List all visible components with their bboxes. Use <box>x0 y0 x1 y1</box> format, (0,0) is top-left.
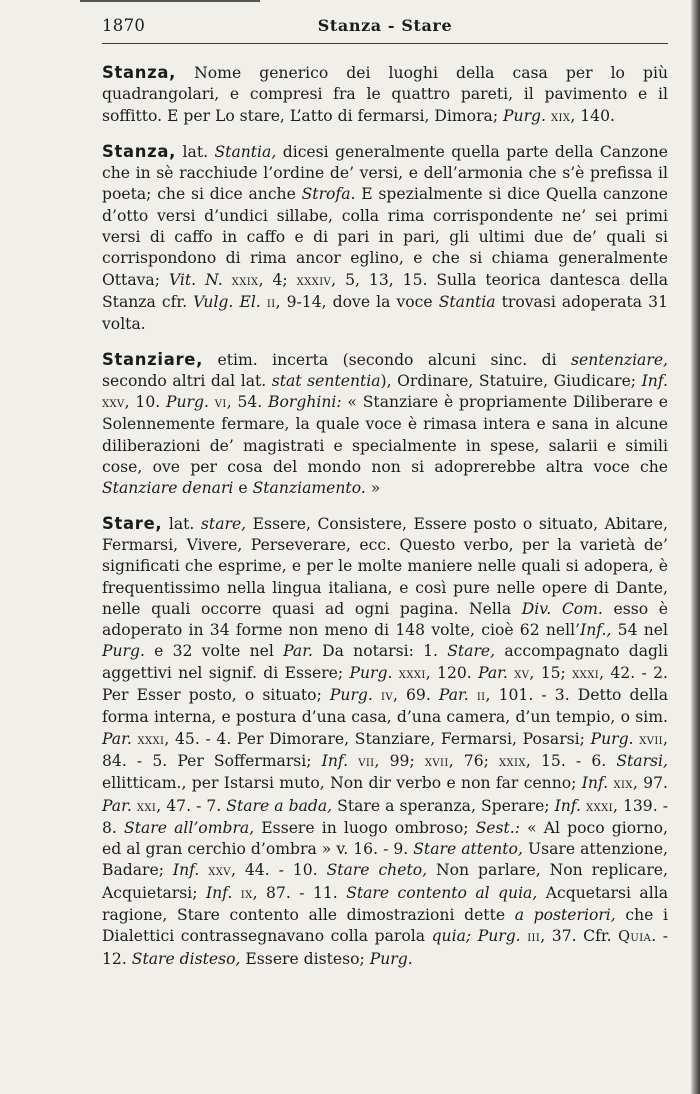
italic-text: Inf. <box>172 861 200 880</box>
text-segment: dicesi generalmente quella parte della Canzone che in sè racchiude l’ordine de’ versi, e dell’armonia che s’è prefissa il poeta; che si dice anche <box>102 142 668 204</box>
small-caps-text: xvii <box>639 731 664 748</box>
italic-text: Inf. <box>205 883 233 902</box>
entry-definition <box>102 64 668 125</box>
header-rule <box>102 43 668 44</box>
entry-definition <box>102 351 668 498</box>
italic-text: a posteriori, <box>514 905 616 924</box>
small-caps-text: xxi <box>136 798 157 815</box>
italic-text: Vulg. El. <box>193 292 261 311</box>
italic-text: Sest.: <box>475 818 520 837</box>
page-header <box>102 16 668 42</box>
dictionary-entry <box>102 62 668 128</box>
text-segment: « Stanziare è propriamente Diliberare e Solennemente fermare, la quale voce è rimasa intera e sana in alcune diliberazioni de’ magistrati e specialmente in spese, salarii e simili cose, ove per cosa del mondo non si adoprerebbe altra voce che <box>102 393 668 477</box>
text-segment <box>469 686 477 704</box>
small-caps-text: xxxi <box>586 798 613 815</box>
italic-text: Inf. <box>321 751 349 770</box>
text-segment: 54 nel <box>611 621 668 640</box>
text-segment: , 45. - 4. Per Dimorare, Stanziare, Fermarsi, Posarsi; <box>164 729 591 748</box>
text-segment: Essere in luogo ombroso; <box>254 818 476 837</box>
italic-text: Purg. <box>590 729 634 748</box>
text-segment: » <box>365 479 381 498</box>
italic-text: stat sententia <box>271 371 381 390</box>
text-segment: Essere disteso; <box>240 949 370 968</box>
text-segment: Nome generico dei luoghi della casa per lo più quadrangolari, e compresi fra le quattro pareti, il pavimento e il soffitto. E per Lo stare, L’atto di fermarsi, Dimora; <box>102 64 668 125</box>
italic-text: Stare attento, <box>413 840 523 859</box>
running-head: Stanza - Stare <box>317 16 453 35</box>
italic-text: Par. <box>283 642 313 661</box>
italic-text: sentenziare, <box>571 350 668 369</box>
text-segment: ), Ordinare, Statuire, Giudicare; <box>380 371 642 390</box>
small-caps-text: iii <box>527 929 541 946</box>
small-caps-text: xxxiv <box>296 272 332 289</box>
text-segment: che i Dialettici contrassegnavano colla parola <box>102 905 668 946</box>
small-caps-text: xxxi <box>572 665 600 682</box>
text-segment: e <box>233 479 253 498</box>
text-segment: , 5, 13, 15. Sulla teorica dantesca della Stanza cfr. <box>102 270 668 311</box>
italic-text: Par. <box>102 796 132 815</box>
text-segment: esso è adoperato in 34 forme non meno di 148 volte, cioè 62 nell’ <box>102 599 668 640</box>
italic-text: Par. <box>102 729 132 748</box>
italic-text: Stanziare denari <box>102 479 234 498</box>
dictionary-entry <box>102 141 668 336</box>
italic-text: Purg. <box>477 927 521 946</box>
italic-text: Stare, <box>447 642 496 661</box>
italic-text: stare, <box>200 514 247 533</box>
text-segment: trovasi adoperata 31 volta. <box>102 292 668 334</box>
small-caps-text: xxxi <box>398 665 426 682</box>
text-segment: , 87. - 11. <box>252 883 347 902</box>
text-segment: , 4; <box>258 270 297 289</box>
entry-headword: Stanziare, <box>102 349 204 369</box>
text-segment: , 139. - 8. <box>102 796 668 837</box>
italic-text: Vit. N. <box>168 270 223 289</box>
text-segment: , 15; <box>529 663 573 682</box>
text-segment: , 101. - 3. Detto della forma interna, e postura d’una casa, d’una camera, d’un tempio, o sim. <box>102 686 668 727</box>
entry-headword: Stare, <box>102 513 163 533</box>
text-segment: ellitticam., per Istarsi muto, Non dir verbo e non far cenno; <box>102 774 582 793</box>
text-segment: e 32 volte nel <box>144 642 284 661</box>
italic-text: Purg. <box>369 949 413 968</box>
small-caps-text: ii <box>476 688 486 705</box>
text-segment <box>373 686 381 704</box>
text-segment: , 97. <box>632 774 668 793</box>
italic-text: Purg. <box>102 642 145 661</box>
text-segment: . - 12. <box>102 927 668 968</box>
italic-text: Purg. <box>329 686 373 705</box>
italic-text: Inf. <box>581 774 609 793</box>
text-segment: , 54. <box>226 393 269 412</box>
italic-text: Inf. <box>554 796 581 815</box>
small-caps-text: ix <box>240 885 253 902</box>
text-segment <box>232 884 240 902</box>
text-segment: etim. incerta (secondo alcuni sinc. di <box>203 350 572 369</box>
italic-text: Starsi, <box>616 751 668 770</box>
small-caps-text: vi <box>214 395 227 412</box>
italic-text: Stare cheto, <box>326 861 428 880</box>
small-caps-text: xix <box>550 108 571 125</box>
text-segment: , 84. - 5. Per Soffermarsi; <box>102 729 668 770</box>
small-caps-text: iv <box>380 688 393 705</box>
text-segment: Stare a speranza, Sperare; <box>332 796 555 815</box>
italic-text: Purg. <box>349 663 393 682</box>
book-spine-shadow <box>691 0 700 1094</box>
text-segment: lat. <box>176 142 215 161</box>
entry-headword: Stanza, <box>102 63 177 82</box>
text-segment: secondo altri dal lat. <box>102 371 272 390</box>
italic-text: quia; <box>431 927 472 946</box>
italic-text: Stare all’ombra, <box>124 818 255 837</box>
italic-text: Par. <box>478 663 508 682</box>
text-segment: Da notarsi: 1. <box>312 642 448 661</box>
text-segment <box>348 752 358 770</box>
text-segment: , 42. - 2. Per Esser posto, o situato; <box>102 663 669 705</box>
italic-text: Stantia <box>438 292 496 311</box>
text-segment: , 37. Cfr. <box>540 927 619 946</box>
text-segment: accompagnato dagli aggettivi nel signif. di Essere; <box>102 642 669 682</box>
text-segment: , 120. <box>425 663 479 682</box>
text-segment: Acquetarsi alla ragione, Stare contento alle dimostrazioni dette <box>102 883 668 924</box>
page-number: 1870 <box>102 16 146 35</box>
entry-definition <box>102 515 668 968</box>
dictionary-entry <box>102 349 668 500</box>
entry-definition <box>102 143 668 333</box>
text-segment: Non parlare, Non replicare, Acquietarsi; <box>102 861 668 902</box>
small-caps-text: xxxi <box>137 731 165 748</box>
text-segment: , 10. <box>124 393 166 412</box>
italic-text: Purg. <box>166 393 209 412</box>
italic-text: Inf., <box>580 621 612 640</box>
text-segment: Usare attenzione, Badare; <box>102 840 668 880</box>
small-caps-text: Quia <box>618 929 652 946</box>
italic-text: Stare disteso, <box>131 949 241 968</box>
text-segment: lat. <box>162 514 201 533</box>
text-segment: « Al poco giorno, ed al gran cerchio d’ombra » v. 16. - 9. <box>102 818 668 859</box>
dictionary-body <box>102 62 668 983</box>
text-segment: , 76; <box>448 751 499 770</box>
italic-text: Par. <box>438 686 469 705</box>
italic-text: Div. Com. <box>521 599 603 618</box>
small-caps-text: xv <box>514 665 530 682</box>
page-top-edge <box>80 0 260 2</box>
italic-text: Stare contento al quia, <box>346 883 538 902</box>
text-segment: E spezialmente si dice Quella canzone d’otto versi d’undici sillabe, colla rima corrispondente ne’ sei primi versi di caffo in caffo e di pari in pari, gli ultimi due de’ quali si corrispondono di rima ancor eglino, e che si chiama generalmente Ottava; <box>102 185 668 289</box>
italic-text: Stanziamento. <box>252 479 366 498</box>
small-caps-text: xxix <box>231 272 259 289</box>
small-caps-text: xix <box>613 776 633 793</box>
small-caps-text: xvii <box>424 753 449 770</box>
text-segment: , 15. - 6. <box>525 751 617 770</box>
italic-text: Stantia, <box>214 142 277 161</box>
italic-text: Inf. <box>641 371 669 390</box>
text-segment <box>223 271 232 289</box>
text-segment: , 140. <box>570 106 615 125</box>
italic-text: Purg. <box>503 106 546 125</box>
text-segment: , 44. - 10. <box>230 861 327 880</box>
small-caps-text: xxix <box>499 753 526 770</box>
text-segment: , 9-14, dove la voce <box>275 292 439 311</box>
text-segment: , 69. <box>392 686 439 705</box>
text-segment: , 99; <box>374 751 425 770</box>
small-caps-text: xxv <box>102 395 125 412</box>
small-caps-text: ii <box>266 294 276 311</box>
dictionary-entry <box>102 513 668 970</box>
entry-headword: Stanza, <box>102 141 177 161</box>
small-caps-text: vii <box>358 753 375 770</box>
italic-text: Borghini: <box>268 393 342 412</box>
text-segment: , 47. - 7. <box>156 796 227 815</box>
italic-text: Stare a bada, <box>226 796 333 815</box>
text-segment <box>199 861 208 879</box>
text-segment: Essere, Consistere, Essere posto o situato, Abitare, Fermarsi, Vivere, Perseverare, ecc. Questo verbo, per la varietà de’ significati che esprime, e per le molte maniere nelle quali si adopera, è frequentissimo nella lingua italiana, e così pure nelle opere di Dante, nelle quali occorre quasi ad ogni pagina. Nella <box>102 514 668 618</box>
small-caps-text: xxv <box>208 863 231 880</box>
italic-text: Strofa. <box>301 185 356 204</box>
